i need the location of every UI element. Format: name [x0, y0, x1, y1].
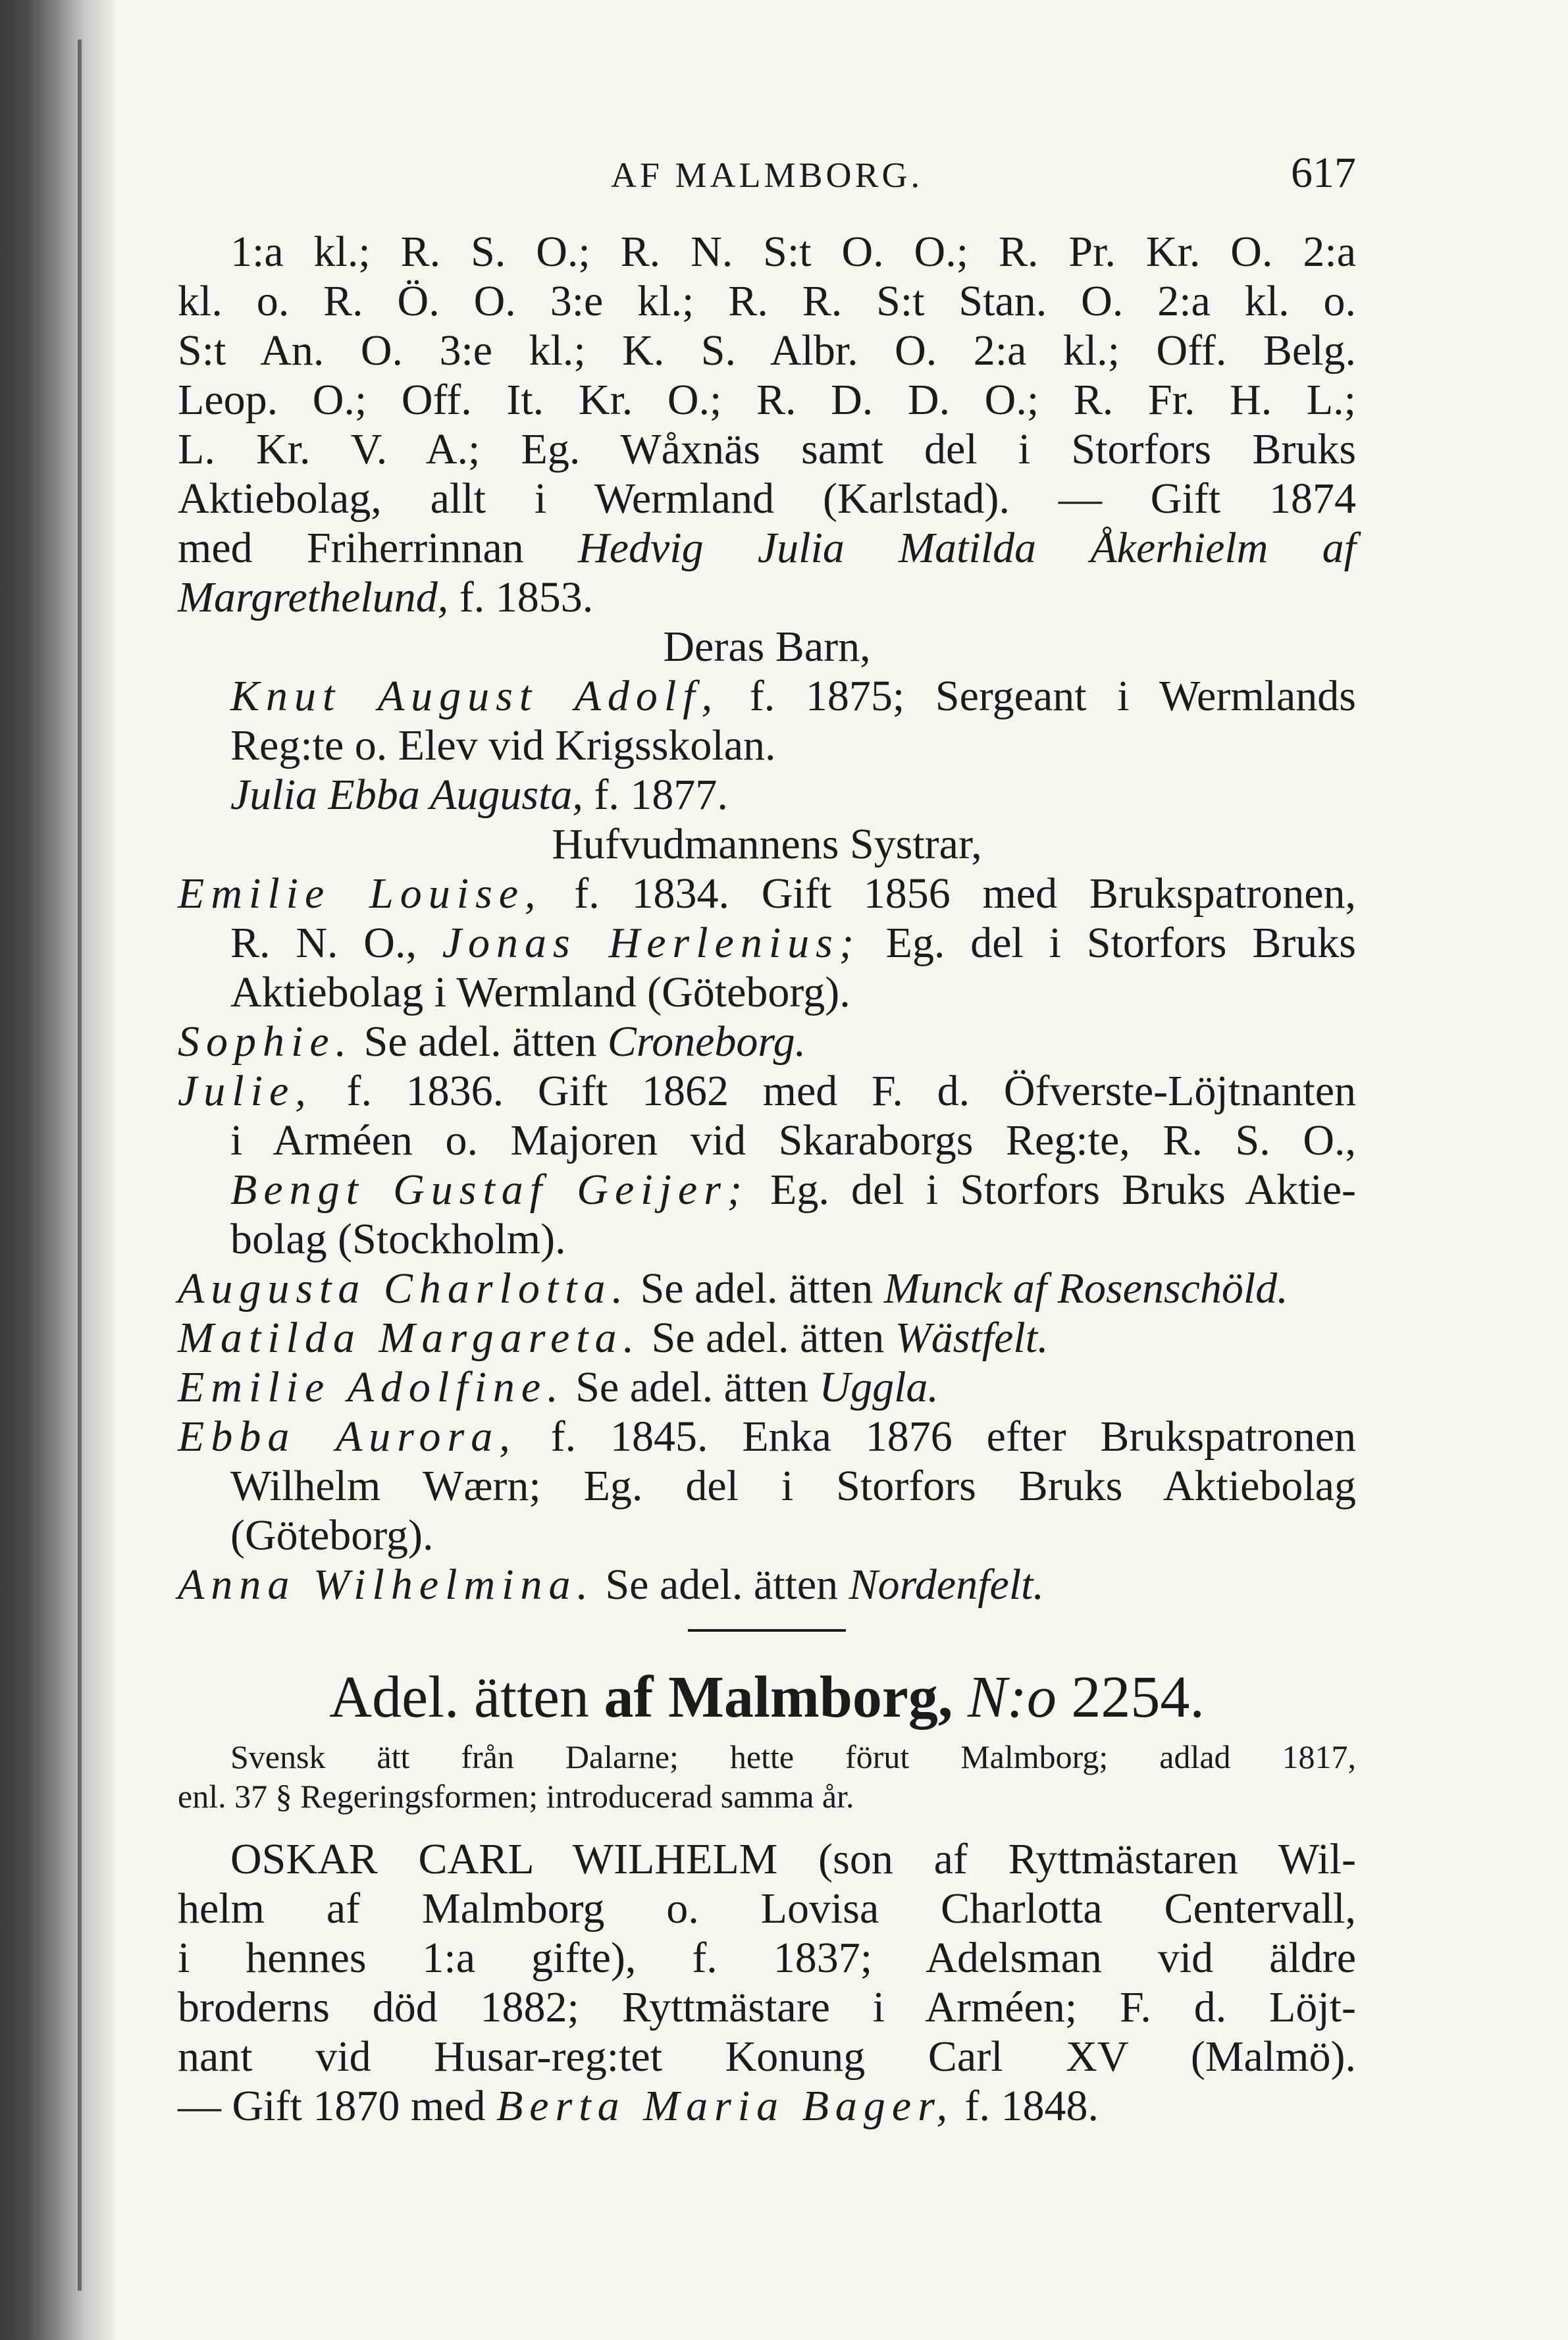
entry-continuation — [178, 227, 1356, 622]
sister-line: Wilhelm Wærn; Eg. del i Storfors Bruks Aktiebolag — [230, 1462, 1356, 1510]
text-line: L. Kr. V. A.; Eg. Wåxnäs samt del i Storfors Bruks — [178, 425, 1356, 473]
text-span: Se adel. ätten — [564, 1363, 820, 1411]
text-span: Eg. del i Storfors Bruks Aktie- — [748, 1166, 1356, 1214]
header-title: AF MALMBORG. — [610, 155, 924, 195]
family-intro: enl. 37 § Regeringsformen; introducerad samma år. — [178, 1778, 854, 1815]
sister-line: bolag (Stockholm). — [230, 1215, 566, 1263]
child-line — [178, 671, 1356, 721]
sister-line — [178, 1066, 1356, 1116]
sister-julie — [178, 1066, 1356, 1264]
text-span: Se adel. ätten — [594, 1561, 849, 1609]
entry-line: helm af Malmborg o. Lovisa Charlotta Centervall, — [178, 1885, 1356, 1933]
entry-line: OSKAR CARL WILHELM (son af Ryttmästaren Wil- — [230, 1835, 1356, 1883]
children-heading: Deras Barn, — [663, 623, 871, 671]
family-name: Munck af Rosenschöld. — [883, 1264, 1288, 1313]
text-span: Se adel. ätten — [629, 1264, 884, 1313]
sister-augusta — [178, 1264, 1356, 1313]
text-span: — Gift 1870 med — [178, 2082, 496, 2130]
text-line: S:t An. O. 3:e kl.; K. S. Albr. O. 2:a kl.; Off. Belg. — [178, 326, 1356, 375]
sister-line — [178, 918, 1356, 968]
sister-line: i Arméen o. Majoren vid Skaraborgs Reg:te, R. S. O., — [230, 1116, 1356, 1164]
family-name: Uggla. — [819, 1363, 939, 1411]
text-span: f. 1848. — [954, 2082, 1099, 2130]
heading-name: af Malmborg, — [604, 1665, 953, 1730]
heading-no: N:o — [953, 1665, 1057, 1730]
heading-number: 2254. — [1056, 1665, 1205, 1730]
text-line: 1:a kl.; R. S. O.; R. N. S:t O. O.; R. Pr. Kr. O. 2:a — [230, 228, 1356, 276]
child-line: Reg:te o. Elev vid Krigsskolan. — [230, 721, 776, 769]
spouse-name-cont: Margrethelund, — [178, 573, 449, 621]
marriage-line — [178, 523, 1356, 573]
text-line: Leop. O.; Off. It. Kr. O.; R. D. D. O.; R. Fr. H. L.; — [178, 376, 1356, 424]
section-rule — [688, 1629, 846, 1632]
text-span: f. 1877. — [583, 771, 728, 819]
text-span: Se adel. ätten — [640, 1314, 895, 1362]
sister-name: Julie, — [178, 1067, 313, 1115]
text-span: med Friherrinnan — [178, 524, 579, 572]
spouse-name: Bengt Gustaf Geijer; — [230, 1166, 748, 1214]
sister-name: Sophie. — [178, 1018, 353, 1066]
marriage-line-cont — [178, 573, 1356, 622]
text-span: f. 1853. — [448, 573, 594, 621]
sister-emilie-louise — [178, 869, 1356, 1017]
entry-line: broderns död 1882; Ryttmästare i Arméen; F. d. Löjt- — [178, 1983, 1356, 2031]
running-header — [178, 148, 1356, 227]
family-intro: Svensk ätt från Dalarne; hette förut Malmborg; adlad 1817, — [230, 1738, 1356, 1775]
family-heading — [178, 1658, 1356, 1737]
heading-prefix: Adel. ätten — [329, 1665, 604, 1730]
spouse-name: Hedvig Julia Matilda Åkerhielm af — [578, 524, 1356, 572]
sister-line: (Göteborg). — [230, 1511, 434, 1559]
text-span: f. 1834. Gift 1856 med Brukspatronen, — [542, 870, 1356, 918]
sister-name: Emilie Adolfine. — [178, 1363, 565, 1411]
text-span: f. 1845. Enka 1876 efter Brukspatronen — [516, 1413, 1357, 1461]
sister-line — [178, 1165, 1356, 1214]
sister-line: Aktiebolag i Wermland (Göteborg). — [230, 968, 850, 1016]
sister-name: Anna Wilhelmina. — [178, 1561, 594, 1609]
text-span: Eg. del i Storfors Bruks — [860, 919, 1356, 967]
text-span: Se adel. ätten — [353, 1018, 608, 1066]
spouse-name: Jonas Herlenius; — [442, 919, 860, 967]
child-line — [178, 770, 1356, 819]
text-span: R. N. O., — [230, 919, 442, 967]
sisters-heading: Hufvudmannens Systrar, — [552, 820, 982, 868]
family-name: Wästfelt. — [895, 1314, 1049, 1362]
entry-oskar — [178, 1834, 1356, 2131]
sister-ebba — [178, 1412, 1356, 1560]
family-name: Croneborg. — [607, 1018, 806, 1066]
text-span: f. 1836. Gift 1862 med F. d. Öfverste-Löjtnanten — [312, 1067, 1356, 1115]
entry-line: i hennes 1:a gifte), f. 1837; Adelsman vid äldre — [178, 1934, 1356, 1982]
sister-anna — [178, 1560, 1356, 1609]
sister-name: Ebba Aurora, — [178, 1413, 517, 1461]
child-name: Knut August Adolf, — [230, 672, 719, 720]
page-number: 617 — [1291, 149, 1356, 197]
text-line: kl. o. R. Ö. O. 3:e kl.; R. R. S:t Stan. O. 2:a kl. o. — [178, 277, 1356, 325]
child-knut — [178, 671, 1356, 770]
entry-line: nant vid Husar-reg:tet Konung Carl XV (Malmö). — [178, 2033, 1356, 2081]
child-julia — [178, 770, 1356, 819]
sister-sophie — [178, 1017, 1356, 1066]
entry-line — [178, 2081, 1356, 2131]
sister-line — [178, 869, 1356, 918]
sister-name: Augusta Charlotta. — [178, 1264, 630, 1313]
scan-edge-line — [78, 39, 82, 2291]
family-name: Nordenfelt. — [849, 1561, 1045, 1609]
spacer — [178, 1816, 1356, 1834]
scan-shadow — [0, 0, 115, 2340]
sister-name: Matilda Margareta. — [178, 1314, 641, 1362]
text-span: f. 1875; Sergeant i Wermlands — [719, 672, 1356, 720]
spouse-name: Berta Maria Bager, — [496, 2082, 954, 2130]
sister-emilie-adolfine — [178, 1363, 1356, 1412]
child-name: Julia Ebba Augusta, — [230, 771, 583, 819]
sister-matilda — [178, 1313, 1356, 1363]
text-line: Aktiebolag, allt i Wermland (Karlstad). — Gift 1874 — [178, 475, 1356, 523]
sister-line — [178, 1412, 1356, 1461]
page — [178, 148, 1356, 2131]
sister-name: Emilie Louise, — [178, 870, 542, 918]
